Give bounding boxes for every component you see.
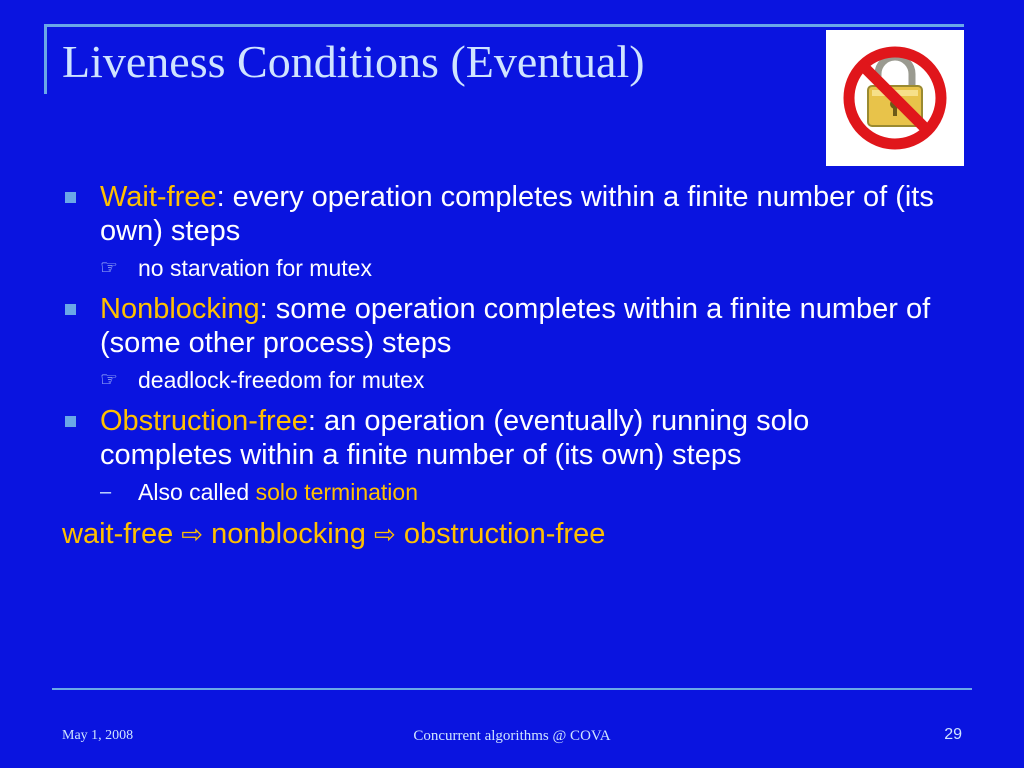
bullet-text: : an operation (eventually) running solo completes within a finite number of (its own) steps (100, 405, 810, 471)
pointing-hand-icon: ☞ (100, 257, 118, 279)
sub-bullet-solo-termination (62, 478, 942, 506)
pointing-hand-icon: ☞ (100, 369, 118, 391)
bullet-obstruction-free (62, 404, 942, 472)
summary-obstruction-free: obstruction-free (403, 518, 606, 550)
sub-bullet-accent: solo termination (255, 479, 418, 505)
square-bullet-icon (65, 304, 76, 315)
square-bullet-icon (65, 416, 76, 427)
title-frame-top (44, 24, 964, 27)
footer-date: May 1, 2008 (62, 728, 134, 743)
sub-bullet-deadlock-freedom (62, 366, 942, 394)
square-bullet-icon (65, 192, 76, 203)
bullet-text: : some operation completes within a finite number of (some other process) steps (100, 293, 931, 359)
right-arrow-icon: ⇨ (181, 519, 204, 549)
bullet-text: : every operation completes within a finite number of (its own) steps (100, 181, 934, 247)
right-arrow-icon: ⇨ (373, 519, 396, 549)
bullet-nonblocking (62, 292, 942, 360)
term-nonblocking: Nonblocking (100, 293, 260, 325)
title-frame-left (44, 24, 47, 94)
slide-body (62, 180, 942, 552)
slide-title: Liveness Conditions (Eventual) (62, 36, 645, 87)
bullet-wait-free (62, 180, 942, 248)
sub-bullet-text: Also called (138, 479, 256, 505)
term-obstruction-free: Obstruction-free (100, 405, 308, 437)
sub-bullet-text: deadlock-freedom for mutex (138, 367, 425, 393)
dash-bullet-icon: – (100, 481, 112, 503)
no-lock-icon (826, 30, 964, 166)
footer-divider (52, 688, 972, 690)
summary-nonblocking: nonblocking (211, 518, 366, 550)
sub-bullet-no-starvation (62, 254, 942, 282)
page-number: 29 (944, 726, 962, 743)
summary-wait-free: wait-free (62, 518, 174, 550)
term-wait-free: Wait-free (100, 181, 217, 213)
sub-bullet-text: no starvation for mutex (138, 255, 372, 281)
summary-line (62, 516, 942, 552)
footer-title: Concurrent algorithms @ COVA (413, 728, 611, 744)
